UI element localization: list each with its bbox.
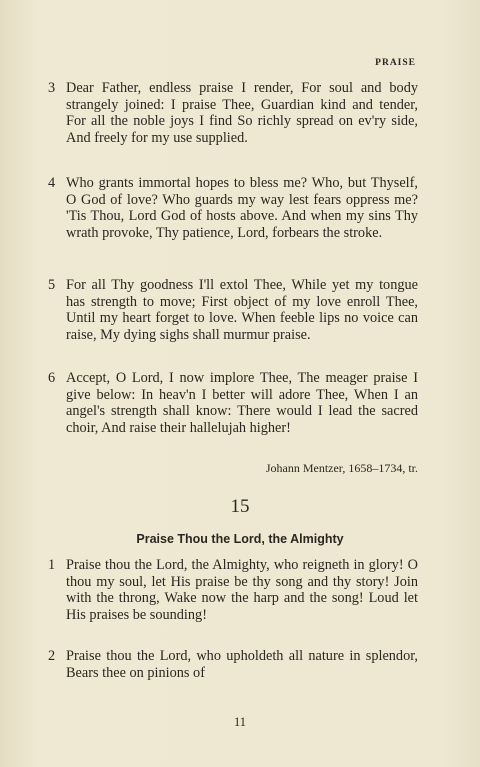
verse-text: Dear Father, endless praise I render, For soul and body strangely joined: I praise Thee, Guardian kind and tender, For all the noble joys I find So richly spread on ev'ry side, And freely for my use supplied.: [66, 80, 418, 146]
verse-text: Praise thou the Lord, the Almighty, who reigneth in glory! O thou my soul, let His praise be thy song and thy story! Join with the throng, Wake now the harp and the song! Loud let His praises be sounding!: [66, 557, 418, 623]
verse-5: [48, 277, 418, 343]
hymn-title: Praise Thou the Lord, the Almighty: [136, 532, 344, 546]
verse-number: 1: [48, 557, 56, 573]
verse-number: 5: [48, 277, 56, 293]
verse-text: Praise thou the Lord, who upholdeth all nature in splendor, Bears thee on pinions of: [66, 648, 418, 681]
verse-4: [48, 175, 418, 241]
verse-3: [48, 80, 418, 146]
verse-number: 6: [48, 370, 56, 386]
hymn-verse-2: [48, 648, 418, 681]
verse-text: Accept, O Lord, I now implore Thee, The meager praise I give below: In heav'n I better will adore Thee, When I an angel's strength shall know: There would I lead the sacred choir, And raise their hallelujah higher!: [66, 370, 418, 436]
author-attribution: Johann Mentzer, 1658–1734, tr.: [265, 461, 418, 475]
hymn-number: 15: [230, 496, 250, 517]
verse-6: [48, 370, 418, 436]
verse-number: 3: [48, 80, 56, 96]
verse-number: 4: [48, 175, 56, 191]
hymn-verse-1: [48, 557, 418, 623]
verse-text: Who grants immortal hopes to bless me? Who, but Thyself, O God of love? Who guards my way lest fears oppress me? 'Tis Thou, Lord God of hosts above. And when my sins Thy wrath provoke, Thy patience, Lord, forbears the stroke.: [66, 175, 418, 241]
verse-number: 2: [48, 648, 56, 664]
section-header: PRAISE: [375, 58, 416, 68]
page-number: 11: [233, 715, 247, 729]
verse-text: For all Thy goodness I'll extol Thee, While yet my tongue has strength to move; First object of my love enroll Thee, Until my heart forget to love. When feeble lips no voice can raise, My dying sighs shall murmur praise.: [66, 277, 418, 343]
